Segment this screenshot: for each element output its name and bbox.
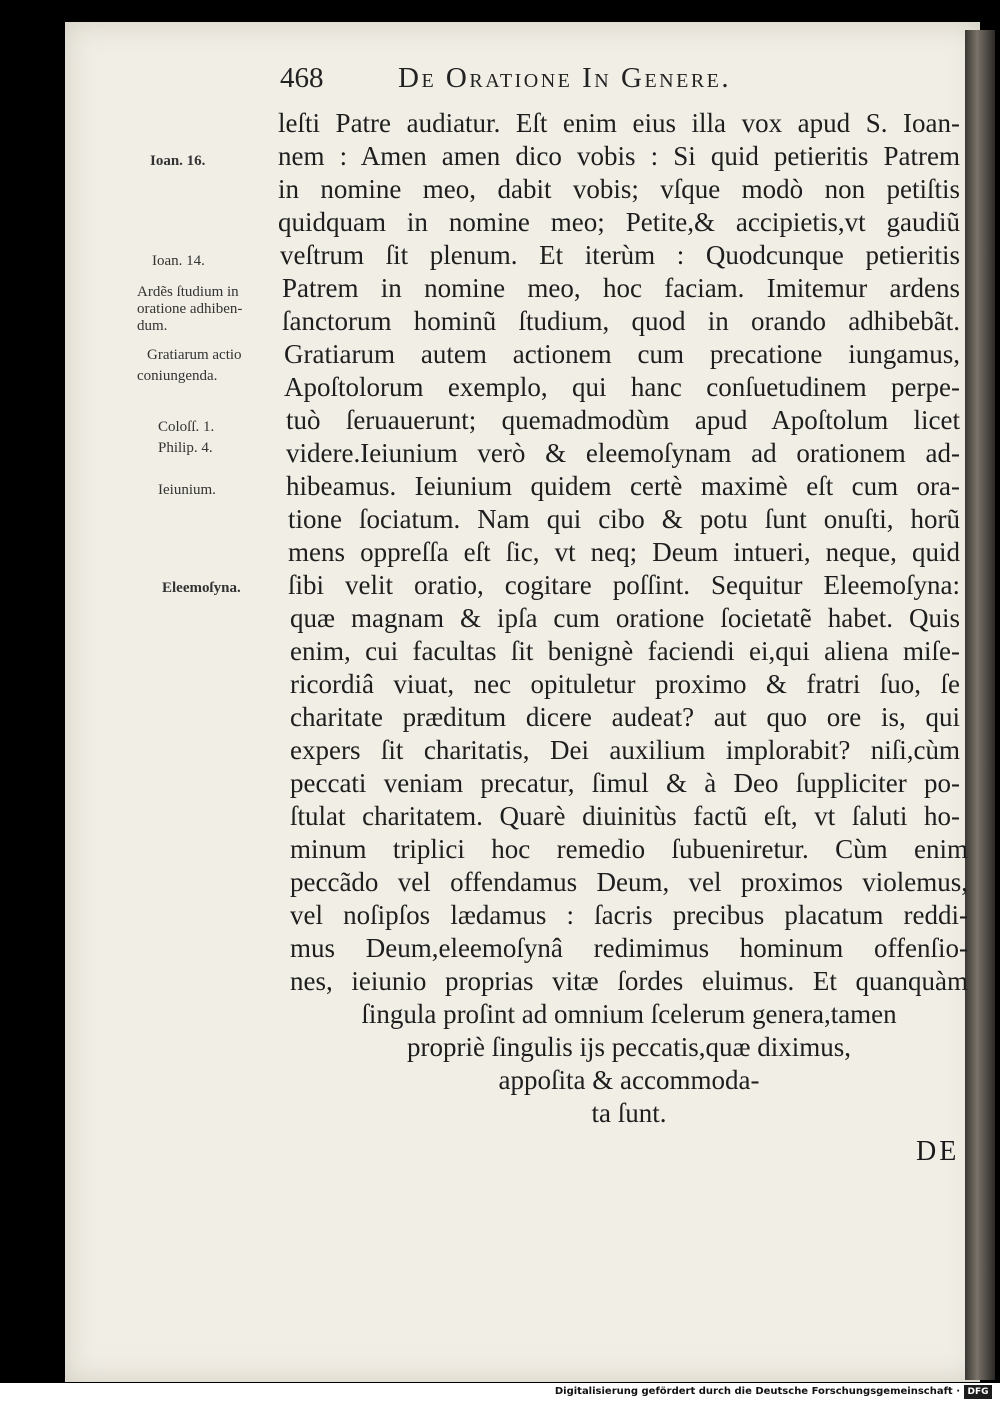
margin-note-ieiunium: Ieiunium. [158, 482, 216, 498]
footer-bar [0, 1383, 1000, 1403]
margin-note-coloss: Coloſſ. 1. [158, 419, 215, 435]
margin-note-ardens-3: dum. [137, 318, 168, 334]
text-line: quæ magnam & ipſa cum oratione ſocietatẽ habet. Quis [290, 603, 960, 633]
text-line: ſibi velit oratio, cogitare poſſint. Sequitur Eleemoſyna: [288, 570, 960, 600]
page-number: 468 [280, 62, 324, 94]
text-line: minum triplici hoc remedio ſubueniretur. Cùm enim [290, 834, 968, 864]
text-line: ſingula proſint ad omnium ſcelerum genera,tamen [361, 999, 897, 1029]
text-line: nem : Amen amen dico vobis : Si quid petieritis Patrem [278, 141, 960, 171]
text-line: Gratiarum autem actionem cum precatione iungamus, [284, 339, 960, 369]
text-line: Patrem in nomine meo, hoc faciam. Imitemur ardens [282, 273, 960, 303]
text-line: leſti Patre audiatur. Eſt enim eius illa vox apud S. Ioan- [278, 108, 960, 138]
text-line: nes, ieiunio proprias vitæ ſordes eluimus. Et quanquàm [290, 966, 968, 996]
running-title: De Oratione In Genere. [398, 62, 732, 94]
text-line: vel noſipſos lædamus : ſacris precibus placatum reddi- [290, 900, 968, 930]
text-line: Apoſtolorum exemplo, qui hanc conſuetudinem perpe- [284, 372, 960, 402]
text-line: ta ſunt. [591, 1098, 667, 1128]
text-line: veſtrum ſit plenum. Et iterùm : Quodcunque petieritis [280, 240, 960, 270]
text-line: in nomine meo, dabit vobis; vſque modò non petiſtis [278, 174, 960, 204]
text-line: hibeamus. Ieiunium quidem certè maximè eſt cum ora- [286, 471, 960, 501]
text-line: peccãdo vel offendamus Deum, vel proximos violemus, [290, 867, 968, 897]
text-line: tione ſociatum. Nam qui cibo & potu ſunt onuſti, horũ [288, 504, 960, 534]
text-line: videre.Ieiunium verò & eleemoſynam ad orationem ad- [286, 438, 960, 468]
text-line: appoſita & accommoda- [498, 1065, 760, 1095]
margin-note-ioan-14: Ioan. 14. [152, 253, 205, 269]
text-line: ſanctorum hominũ ſtudium, quod in orando adhibebãt. [282, 306, 960, 336]
text-line: charitate præditum dicere audeat? aut quo ore is, qui [290, 702, 960, 732]
page-header [276, 60, 916, 100]
margin-note-ardens-2: oratione adhiben- [137, 301, 243, 317]
dfg-logo-icon: DFG [964, 1385, 992, 1399]
text-line: tuò ſeruauerunt; quemadmodùm apud Apoſtolum licet [286, 405, 960, 435]
text-line: quidquam in nomine meo; Petite,& accipietis,vt gaudiũ [278, 207, 960, 237]
margin-note-gratiarum-1: Gratiarum actio [147, 347, 242, 363]
text-line: mens oppreſſa eſt ſic, vt neq; Deum intueri, neque, quid [288, 537, 960, 567]
text-line: peccati veniam precatur, ſimul & à Deo ſuppliciter po- [290, 768, 960, 798]
margin-note-ioan-16: Ioan. 16. [150, 153, 206, 169]
text-line: ricordiâ viuat, nec opituletur proximo & fratri ſuo, ſe [290, 669, 960, 699]
text-line: ſtulat charitatem. Quarè diuinitùs factũ eſt, vt ſaluti ho- [290, 801, 960, 831]
page-edge [965, 30, 995, 1380]
text-line: propriè ſingulis ijs peccatis,quæ diximus, [407, 1032, 851, 1062]
catchword: DE [916, 1136, 960, 1167]
margin-note-ardens-1: Ardẽs ſtudium in [137, 284, 239, 300]
text-line: enim, cui facultas ſit benignè faciendi ei,qui aliena miſe- [290, 636, 960, 666]
margin-note-eleemosyna: Eleemoſyna. [162, 580, 241, 596]
footer-credit: Digitalisierung gefördert durch die Deutsche Forschungsgemeinschaft · [554, 1386, 960, 1397]
text-line: mus Deum,eleemoſynâ redimimus hominum offenſio- [290, 933, 968, 963]
text-line: expers ſit charitatis, Dei auxilium implorabit? niſi,cùm [290, 735, 960, 765]
margin-note-gratiarum-2: coniungenda. [137, 368, 218, 384]
margin-note-philip: Philip. 4. [158, 440, 213, 456]
